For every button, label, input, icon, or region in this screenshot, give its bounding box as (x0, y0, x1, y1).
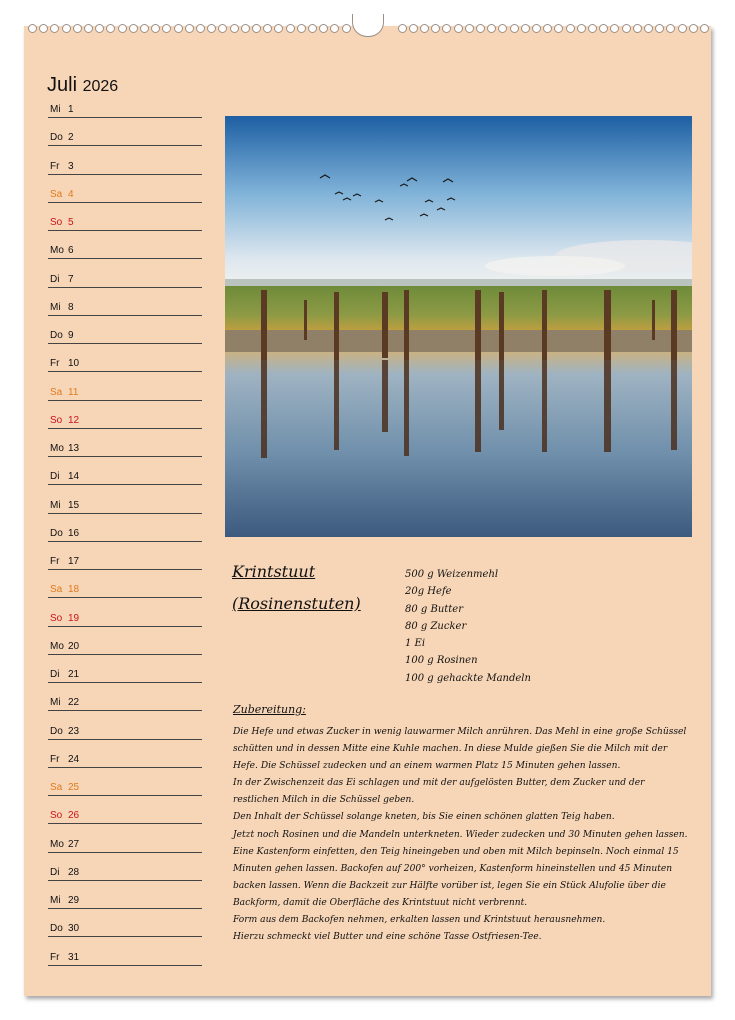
binding-hole (297, 24, 306, 33)
day-number: 13 (68, 443, 80, 454)
day-number: 29 (68, 895, 80, 906)
binding-hole (84, 24, 93, 33)
binding-hole (666, 24, 675, 33)
day-row (48, 428, 202, 457)
day-row (48, 739, 202, 768)
weekday-label: So (50, 810, 63, 822)
day-row (48, 400, 202, 429)
weekday-label: Di (50, 669, 60, 680)
day-number: 4 (68, 188, 74, 200)
binding-hole (207, 24, 216, 33)
day-row (48, 146, 202, 175)
weekday-label: Fr (50, 358, 60, 370)
binding-hole (633, 24, 642, 33)
weekday-label: Mi (50, 895, 61, 906)
binding-hole (263, 24, 272, 33)
weekday-label: Fr (50, 556, 60, 567)
day-number: 21 (68, 669, 80, 680)
day-number: 14 (68, 471, 80, 483)
binding-hole (532, 24, 541, 33)
day-row (48, 230, 202, 259)
day-number: 20 (68, 640, 80, 652)
weekday-label: Mi (50, 499, 61, 511)
day-number: 18 (68, 584, 80, 596)
binding-hole (655, 24, 664, 33)
day-row (48, 654, 202, 683)
binding-hole (73, 24, 82, 33)
binding-hole (588, 24, 597, 33)
day-number: 16 (68, 527, 80, 539)
day-number: 24 (68, 753, 80, 765)
day-row (48, 202, 202, 231)
ingredient-item: 100 g Rosinen (405, 655, 478, 667)
day-row (48, 541, 202, 570)
day-number: 22 (68, 697, 80, 709)
preparation-label: Zubereitung: (233, 703, 306, 716)
ingredient-item: 100 g gehackte Mandeln (405, 672, 531, 684)
day-row (48, 343, 202, 372)
weekday-label: Mo (50, 443, 64, 454)
binding-hole (599, 24, 608, 33)
ingredient-item: 1 Ei (405, 638, 426, 650)
instruction-paragraph: Form aus dem Backofen nehmen, erkalten lassen und Krintstuut herausnehmen. (233, 915, 606, 926)
day-row (48, 315, 202, 344)
spiral-binding (28, 24, 710, 34)
weekday-label: Mi (50, 697, 61, 709)
binding-hole (50, 24, 59, 33)
binding-hole (218, 24, 227, 33)
month-name: Juli (47, 74, 78, 96)
binding-hole (241, 24, 250, 33)
binding-hole (521, 24, 530, 33)
day-row (48, 880, 202, 909)
binding-hole (62, 24, 71, 33)
day-number: 12 (68, 414, 80, 426)
day-number: 27 (68, 838, 80, 850)
binding-hole (510, 24, 519, 33)
day-row (48, 259, 202, 288)
weekday-label: Do (50, 132, 63, 144)
weekday-label: Di (50, 866, 60, 878)
month-year: 2026 (82, 78, 119, 95)
binding-hole (28, 24, 37, 33)
day-row (48, 513, 202, 542)
day-number: 30 (68, 923, 80, 935)
day-row (48, 908, 202, 937)
weekday-label: Sa (50, 584, 63, 596)
weekday-label: Mi (50, 104, 61, 115)
ingredient-item: 500 g Weizenmehl (405, 569, 499, 580)
day-number: 19 (68, 612, 80, 624)
binding-hole (409, 24, 418, 33)
ingredient-item: 80 g Zucker (405, 620, 467, 632)
binding-hole (342, 24, 351, 33)
weekday-label: Fr (50, 160, 60, 172)
weekday-label: Fr (50, 753, 60, 765)
weekday-label: Sa (50, 782, 63, 793)
binding-hole (129, 24, 138, 33)
binding-hole (554, 24, 563, 33)
binding-hole (678, 24, 687, 33)
instruction-list (233, 724, 688, 946)
binding-hole (454, 24, 463, 33)
binding-hole (286, 24, 295, 33)
day-number: 8 (68, 301, 74, 313)
binding-hole (644, 24, 653, 33)
binding-hole (196, 24, 205, 33)
binding-hole (162, 24, 171, 33)
day-number: 5 (68, 217, 74, 228)
binding-hole (330, 24, 339, 33)
instruction-paragraph: Eine Kastenform einfetten, den Teig hineingeben und oben mit Milch bepinseln. Noch einmal 15 Minuten gehen lassen. Backofen auf 200° vorheizen, Kastenform hineinstellen und 45 Minuten backen lassen. Wenn die Backzeit zur Hälfte vorüber ist, legen Sie ein Stück Alufolie über die Backform, damit die Oberfläche des Krintstuut nicht verbrennt. (233, 846, 679, 908)
day-row (48, 117, 202, 146)
day-row (48, 456, 202, 485)
binding-hole (118, 24, 127, 33)
binding-hole (465, 24, 474, 33)
day-row (48, 598, 202, 627)
marsh-posts-photo (225, 116, 692, 537)
binding-hole (274, 24, 283, 33)
binding-hole (431, 24, 440, 33)
day-number: 11 (68, 386, 79, 398)
day-row (48, 372, 202, 401)
binding-hole (622, 24, 631, 33)
weekday-label: Mo (50, 640, 64, 652)
day-number: 10 (68, 358, 80, 370)
weekday-label: Do (50, 725, 63, 737)
ingredient-list (405, 566, 685, 687)
day-row (48, 824, 202, 853)
instruction-paragraph: Jetzt noch Rosinen und die Mandeln unterkneten. Wieder zudecken und 30 Minuten gehen lassen. (233, 829, 688, 840)
day-number: 17 (68, 556, 80, 567)
binding-hole (610, 24, 619, 33)
day-row (48, 485, 202, 514)
day-number: 26 (68, 810, 80, 822)
day-row (48, 711, 202, 740)
day-row (48, 682, 202, 711)
weekday-label: Di (50, 273, 60, 285)
day-number: 25 (68, 782, 80, 793)
instruction-paragraph: Den Inhalt der Schüssel solange kneten, bis Sie einen schönen glatten Teig haben. (233, 812, 615, 823)
day-number: 9 (68, 330, 74, 341)
weekday-label: So (50, 414, 63, 426)
binding-hole (476, 24, 485, 33)
weekday-label: Mi (50, 301, 61, 313)
day-row (48, 174, 202, 203)
binding-hole (420, 24, 429, 33)
day-number: 1 (68, 104, 74, 115)
binding-hole (185, 24, 194, 33)
day-number: 15 (68, 499, 80, 511)
recipe-title-line1: Krintstuut (232, 562, 316, 581)
weekday-label: Do (50, 330, 63, 341)
day-row (48, 89, 202, 118)
binding-hole (230, 24, 239, 33)
binding-hole (566, 24, 575, 33)
weekday-label: So (50, 217, 63, 228)
weekday-label: Mo (50, 838, 64, 850)
binding-hole (442, 24, 451, 33)
binding-hole (543, 24, 552, 33)
binding-hole (252, 24, 261, 33)
day-row (48, 626, 202, 655)
day-number: 7 (68, 273, 74, 285)
binding-hole (700, 24, 709, 33)
day-row (48, 767, 202, 796)
day-number: 31 (68, 951, 80, 963)
weekday-label: Sa (50, 188, 63, 200)
instruction-paragraph: Hierzu schmeckt viel Butter und eine schöne Tasse Ostfriesen-Tee. (233, 932, 542, 943)
binding-hole (39, 24, 48, 33)
binding-hole (95, 24, 104, 33)
binding-hole (689, 24, 698, 33)
binding-hole (498, 24, 507, 33)
day-number: 6 (68, 245, 74, 257)
weekday-label: Do (50, 923, 63, 935)
day-row (48, 937, 202, 966)
day-row (48, 795, 202, 824)
binding-hole (308, 24, 317, 33)
weekday-label: So (50, 612, 63, 624)
day-row (48, 569, 202, 598)
binding-hole (577, 24, 586, 33)
instruction-paragraph: In der Zwischenzeit das Ei schlagen und mit der aufgelösten Butter, dem Zucker und der restlichen Milch in die Schüssel geben. (233, 778, 645, 806)
weekday-label: Di (50, 471, 60, 483)
ingredient-item: 20g Hefe (405, 586, 452, 598)
binding-hole (398, 24, 407, 33)
binding-hole (487, 24, 496, 33)
day-number: 3 (68, 160, 74, 172)
day-number: 23 (68, 725, 80, 737)
instruction-paragraph: Die Hefe und etwas Zucker in wenig lauwarmer Milch anrühren. Das Mehl in eine große Schüssel schütten und in dessen Mitte eine Kuhle machen. In diese Mulde gießen Sie die Milch mit der Hefe. Die Schüssel zudecken und an einem warmen Platz 15 Minuten gehen lassen. (233, 727, 687, 772)
binding-hole (140, 24, 149, 33)
binding-hole (151, 24, 160, 33)
recipe-title-line2: (Rosinenstuten) (232, 594, 361, 613)
day-row (48, 852, 202, 881)
weekday-label: Mo (50, 245, 64, 257)
day-number: 28 (68, 866, 80, 878)
day-number: 2 (68, 132, 74, 144)
ingredient-item: 80 g Butter (405, 603, 464, 615)
binding-hole (174, 24, 183, 33)
weekday-label: Do (50, 527, 63, 539)
weekday-label: Fr (50, 951, 60, 963)
weekday-label: Sa (50, 386, 63, 398)
binding-hole (106, 24, 115, 33)
binding-hole (319, 24, 328, 33)
day-row (48, 287, 202, 316)
